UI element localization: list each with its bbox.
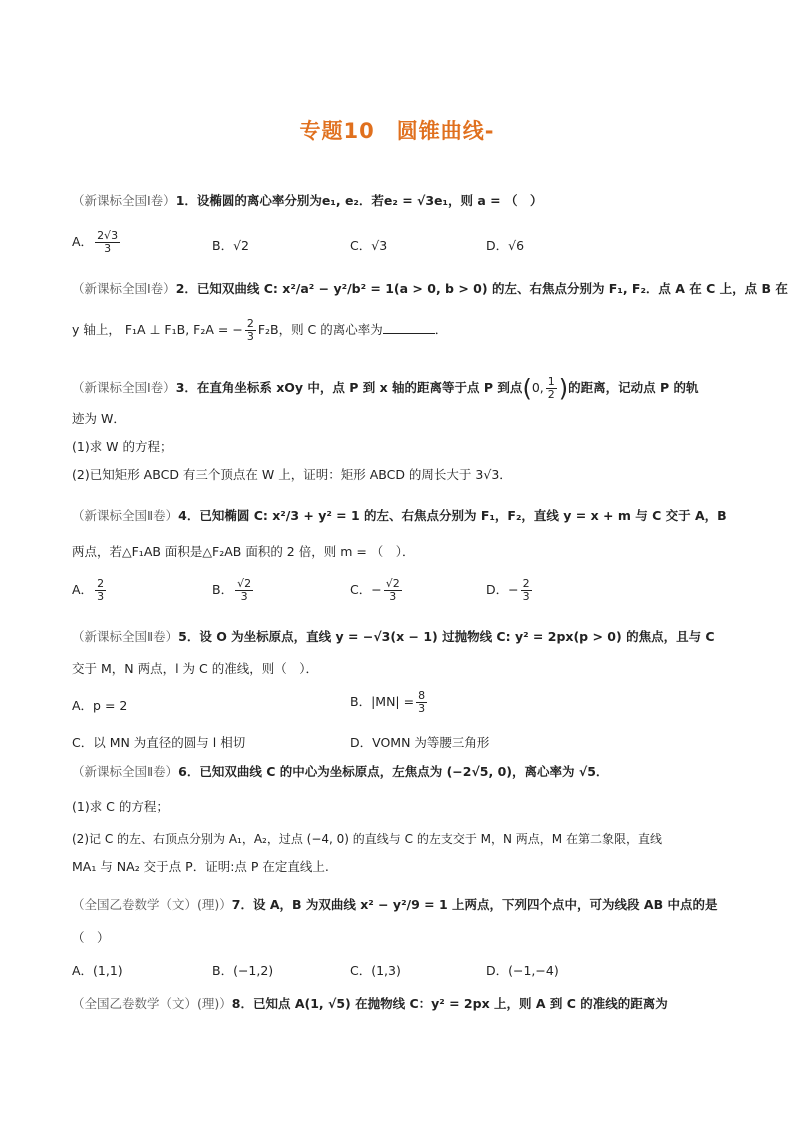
question-text: 的距离，记动点 P 的轨 — [568, 380, 699, 395]
fraction — [546, 376, 557, 401]
option-a — [72, 230, 122, 255]
denominator: 2 — [547, 388, 555, 401]
option-c — [350, 578, 404, 603]
page-title: 专题10 圆锥曲线- — [299, 119, 495, 143]
option-label: C．− — [350, 582, 382, 597]
option-d: D．VOMN 为等腰三角形 — [350, 735, 490, 750]
question-source: （新课标全国Ⅰ卷） — [72, 193, 176, 208]
question-text: 3．在直角坐标系 xOy 中，点 P 到 x 轴的距离等于点 P 到点 — [175, 380, 523, 395]
question-source: （新课标全国Ⅱ卷） — [72, 508, 179, 523]
question-source: （全国乙卷数学（文）(理)） — [72, 996, 232, 1011]
question-text: 1．设椭圆的离心率分别为e₁, e₂．若e₂ = √3e₁，则 a = （ ） — [175, 193, 543, 208]
option-a: A．p = 2 — [72, 698, 128, 713]
question-source: （新课标全国Ⅱ卷） — [72, 764, 179, 779]
question-text: 6．已知双曲线 C 的中心为坐标原点，左焦点为 (−2√5, 0)，离心率为 √5． — [178, 764, 609, 779]
question-text: ． — [434, 322, 448, 337]
question-1 — [72, 192, 542, 210]
question-6 — [72, 763, 608, 781]
question-text: 4．已知椭圆 C: x²/3 + y² = 1 的左、右焦点分别为 F₁，F₂，直线 y = x + m 与 C 交于 A，B — [178, 508, 727, 523]
denominator: 3 — [97, 590, 105, 603]
sub-question-1: (1)求 C 的方程； — [72, 799, 169, 814]
question-text: F₂B，则 C 的离心率为 — [257, 322, 383, 337]
option-b: B．(−1,2) — [212, 963, 274, 978]
numerator: 2√3 — [97, 229, 119, 242]
option-d — [486, 578, 534, 603]
question-source: （新课标全国Ⅱ卷） — [72, 629, 179, 644]
question-5 — [72, 628, 715, 646]
question-3-line-2: 迹为 W． — [72, 411, 126, 426]
close-paren: ) — [558, 374, 569, 403]
question-text: 2．已知双曲线 C: x²/a² − y²/b² = 1(a > 0, b > 0) 的左、右焦点分别为 F₁, F₂．点 A 在 C 上，点 B 在 — [175, 281, 788, 296]
fraction — [384, 578, 402, 603]
question-4-line-2: 两点，若△F₁AB 面积是△F₂AB 面积的 2 倍，则 m = （ ）． — [72, 544, 415, 559]
denominator: 3 — [240, 590, 248, 603]
fraction — [235, 578, 253, 603]
question-2 — [72, 280, 788, 298]
question-8 — [72, 995, 668, 1013]
sub-question-2-line-2: MA₁ 与 NA₂ 交于点 P．证明:点 P 在定直线上. — [72, 859, 329, 874]
numerator: 8 — [418, 689, 426, 702]
denominator: 3 — [246, 330, 254, 343]
option-d: D．(−1,−4) — [486, 963, 559, 978]
open-paren: ( — [522, 374, 532, 403]
option-c: C．(1,3) — [350, 963, 401, 978]
answer-blank — [383, 321, 435, 334]
option-a — [72, 578, 108, 603]
numerator: √2 — [237, 577, 252, 590]
question-source: （新课标全国Ⅰ卷） — [72, 281, 176, 296]
numerator: 1 — [547, 375, 555, 388]
fraction — [416, 690, 427, 715]
option-label: B． — [212, 582, 234, 597]
numerator: 2 — [522, 577, 530, 590]
numerator: √2 — [385, 577, 400, 590]
option-label: A． — [72, 234, 94, 249]
question-3 — [72, 376, 699, 401]
option-label: A． — [72, 582, 94, 597]
option-a: A．(1,1) — [72, 963, 123, 978]
denominator: 3 — [418, 702, 426, 715]
question-source: （新课标全国Ⅰ卷） — [72, 380, 176, 395]
option-d: D．√6 — [486, 238, 525, 253]
option-b — [350, 690, 429, 715]
question-text: 5．设 O 为坐标原点，直线 y = −√3(x − 1) 过抛物线 C: y² = 2px(p > 0) 的焦点，且与 C — [178, 629, 715, 644]
question-text: y 轴上， F₁A ⊥ F₁B, F₂A = − — [72, 322, 243, 337]
question-text: 7．设 A，B 为双曲线 x² − y²/9 = 1 上两点，下列四个点中，可为线段 AB 中点的是 — [231, 897, 718, 912]
denominator: 3 — [104, 242, 112, 255]
question-5-line-2: 交于 M，N 两点，l 为 C 的准线，则（ ）． — [72, 661, 318, 676]
denominator: 3 — [389, 590, 397, 603]
question-text: 8．已知点 A(1, √5) 在抛物线 C：y² = 2px 上，则 A 到 C 的准线的距离为 — [231, 996, 668, 1011]
option-c: C．√3 — [350, 238, 388, 253]
option-b — [212, 578, 255, 603]
question-2-line-2 — [72, 318, 447, 343]
fraction — [245, 318, 256, 343]
fraction — [95, 230, 120, 255]
sub-question-1: (1)求 W 的方程； — [72, 439, 173, 454]
option-b: B．√2 — [212, 238, 249, 253]
question-4 — [72, 507, 727, 525]
option-c: C．以 MN 为直径的圆与 l 相切 — [72, 735, 246, 750]
fraction — [521, 578, 532, 603]
denominator: 3 — [522, 590, 530, 603]
question-source: （全国乙卷数学（文）(理)） — [72, 897, 232, 912]
point-coord: 0, — [531, 380, 544, 395]
numerator: 2 — [246, 317, 254, 330]
numerator: 2 — [97, 577, 105, 590]
sub-question-2: (2)已知矩形 ABCD 有三个顶点在 W 上，证明：矩形 ABCD 的周长大于 3√3． — [72, 467, 512, 482]
option-label: D．− — [486, 582, 519, 597]
question-7 — [72, 896, 717, 914]
question-7-line-2: （ ） — [72, 930, 110, 945]
sub-question-2: (2)记 C 的左、右顶点分别为 A₁，A₂，过点 (−4, 0) 的直线与 C 的左支交于 M，N 两点，M 在第二象限，直线 — [72, 832, 662, 846]
option-label: B．|MN| = — [350, 694, 415, 709]
fraction — [95, 578, 106, 603]
